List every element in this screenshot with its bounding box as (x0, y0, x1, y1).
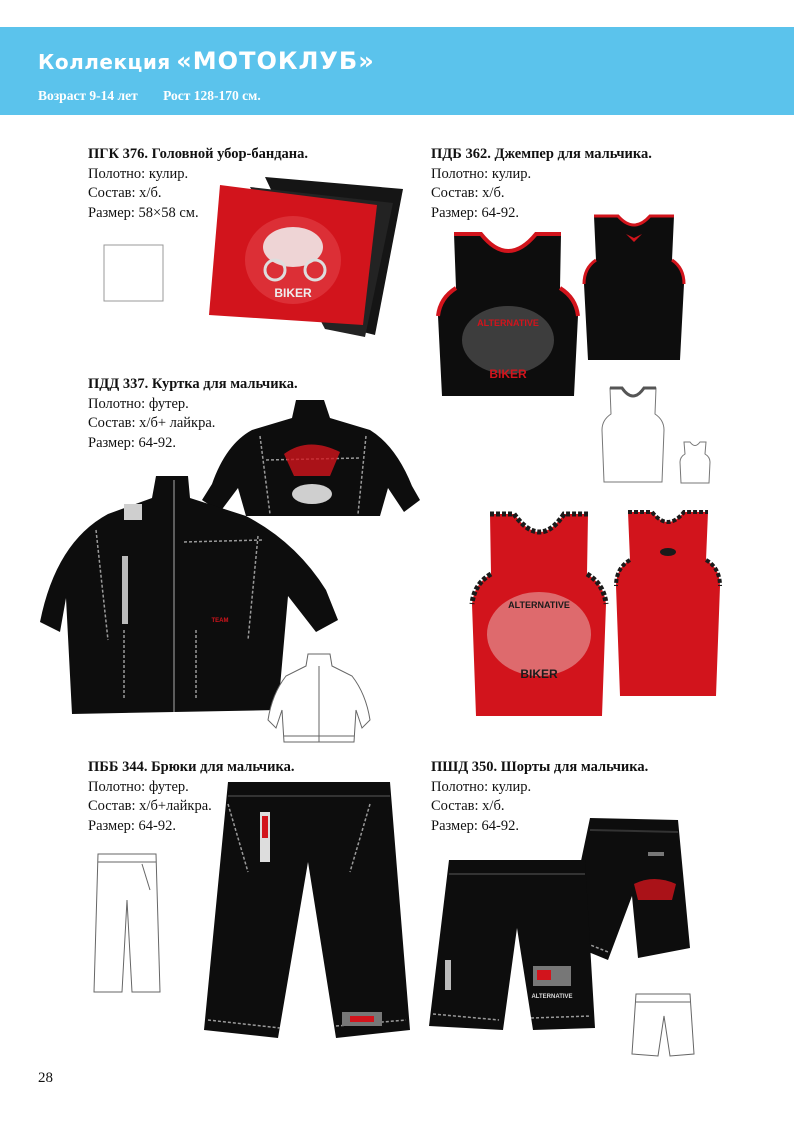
tanktop-red-front-image (470, 508, 608, 720)
header-banner (0, 27, 794, 115)
trousers-photo-image (200, 776, 412, 1046)
product-composition: Состав: х/б. (88, 185, 162, 201)
bandana-photo-image (205, 175, 405, 340)
tanktop-black-back-image (580, 212, 688, 364)
tanktop-sketch-back-image (678, 440, 712, 485)
product-fabric: Полотно: кулир. (431, 165, 532, 182)
jacket-sketch-image (266, 650, 372, 750)
product-size: Размер: 58×58 см. (88, 204, 199, 221)
product-composition: Состав: х/б. (431, 798, 505, 814)
product-title: ПШД 350. Шорты для мальчика. (431, 759, 649, 775)
product-title: ПДБ 362. Джемпер для мальчика. (431, 146, 652, 162)
bandana-sketch-image (103, 244, 165, 302)
print-biker-text: BIKER (520, 667, 558, 681)
collection-name: «МОТОКЛУБ» (176, 47, 375, 75)
product-title: ПГК 376. Головной убор-бандана. (88, 146, 309, 162)
height-range: Рост 128-170 см. (163, 88, 261, 103)
product-title: ПДД 337. Куртка для мальчика. (88, 376, 298, 392)
print-alternative-text: ALTERNATIVE (531, 994, 573, 1000)
collection-label: Коллекция (38, 50, 171, 74)
product-composition: Состав: х/б+ лайкра. (88, 415, 216, 431)
shorts-sketch-image (630, 990, 696, 1060)
trousers-sketch-image (92, 850, 162, 996)
product-size: Размер: 64-92. (431, 817, 519, 834)
print-biker-text: BIKER (489, 367, 527, 381)
product-size: Размер: 64-92. (431, 204, 519, 221)
print-team-text: TEAM (211, 618, 229, 624)
bandana-print-text: BIKER (274, 286, 312, 300)
page-number: 28 (38, 1070, 53, 1086)
product-size: Размер: 64-92. (88, 434, 176, 451)
product-fabric: Полотно: кулир. (431, 778, 532, 795)
product-fabric: Полотно: футер. (88, 778, 189, 795)
tanktop-black-front-image (436, 228, 581, 400)
tanktop-sketch-front-image (600, 386, 666, 484)
product-title: ПББ 344. Брюки для мальчика. (88, 759, 295, 775)
print-alternative-text: ALTERNATIVE (477, 318, 539, 328)
collection-subtitle (38, 88, 261, 104)
product-size: Размер: 64-92. (88, 817, 176, 834)
age-range: Возраст 9-14 лет (38, 88, 138, 103)
print-alternative-text: ALTERNATIVE (508, 600, 570, 610)
product-fabric: Полотно: футер. (88, 395, 189, 412)
product-fabric: Полотно: кулир. (88, 165, 189, 182)
shorts-front-image (425, 854, 597, 1034)
tanktop-red-back-image (612, 508, 724, 700)
product-composition: Состав: х/б+лайкра. (88, 798, 212, 814)
collection-title (38, 47, 375, 75)
product-composition: Состав: х/б. (431, 185, 505, 201)
